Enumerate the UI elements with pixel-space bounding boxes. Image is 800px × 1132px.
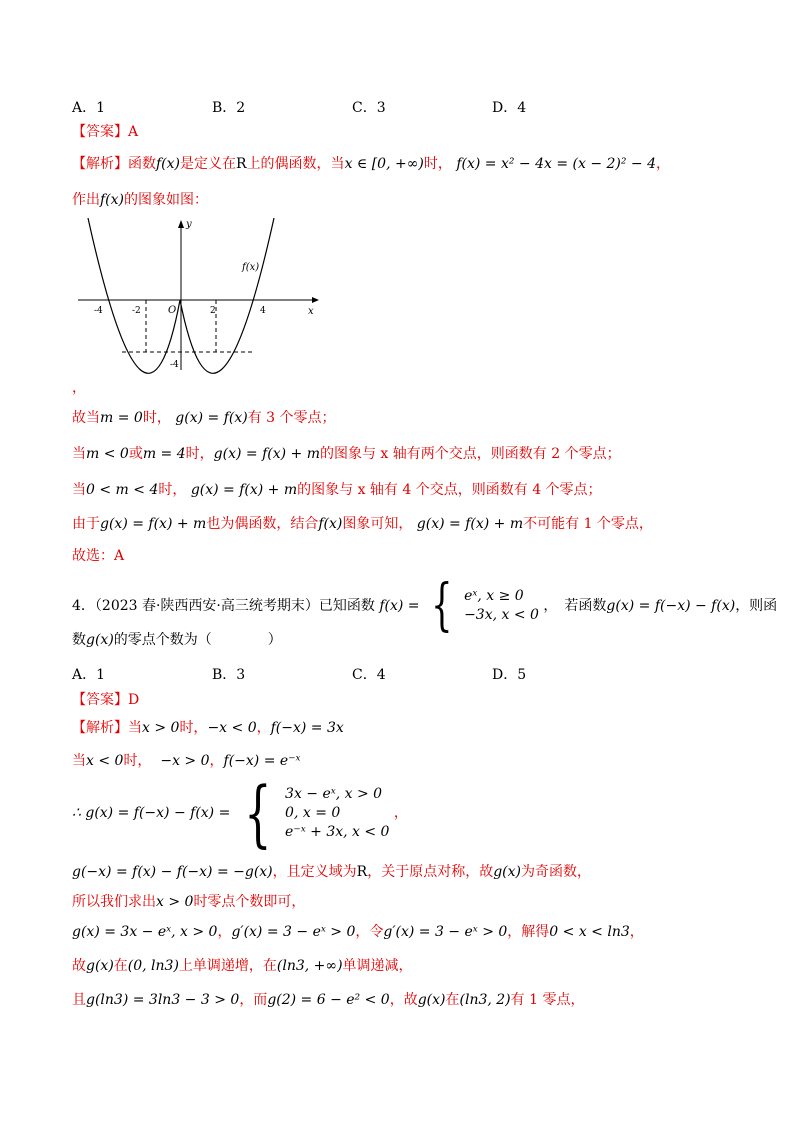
- text: 时，: [142, 410, 171, 426]
- text: 上的偶函数，当: [246, 156, 345, 172]
- text: 是定义在: [180, 156, 237, 172]
- piece: 0, x = 0: [285, 804, 341, 821]
- choose-q3: 故选：A: [72, 548, 125, 564]
- comma-line: ，: [72, 380, 86, 396]
- text: 当: [72, 753, 86, 769]
- brace: {: [243, 771, 272, 855]
- y-label: y: [186, 219, 192, 230]
- formula: g′(x) = 3 − eˣ > 0: [383, 924, 508, 940]
- option-b: B．2: [212, 100, 246, 116]
- q4-analysis-line-2: [72, 751, 301, 771]
- tick-label: -4: [170, 360, 179, 370]
- analysis-line-4: [72, 444, 621, 464]
- text: ，解得: [507, 924, 550, 940]
- formula: x > 0: [156, 894, 194, 910]
- formula: (ln3, 2): [459, 992, 511, 1008]
- text: ，: [209, 753, 224, 769]
- formula: g(−x) = f(x) − f(−x) = −g(x): [72, 864, 273, 880]
- g-definition: [72, 771, 408, 855]
- text: 图象可知，: [342, 516, 413, 532]
- formula: m = 0: [100, 410, 143, 426]
- piecewise: [285, 785, 389, 842]
- q4-analysis-monotone: [72, 956, 413, 976]
- tick-label: -2: [132, 306, 141, 316]
- formula: g(ln3) = 3ln3 − 3 > 0: [86, 992, 240, 1008]
- text: ，: [656, 156, 671, 172]
- q4-option-c: C．4: [352, 667, 386, 683]
- origin-label: O: [168, 305, 177, 316]
- option-c: C．3: [352, 100, 386, 116]
- text: 为奇函数，: [520, 864, 591, 880]
- formula: g(x) = f(−x) − f(x): [606, 598, 736, 614]
- text: 数: [72, 632, 86, 648]
- analysis-line-2: [72, 190, 208, 210]
- q4-option-a: A．1: [72, 667, 106, 683]
- brace: {: [431, 573, 453, 638]
- q4-analysis-only: [72, 892, 305, 912]
- q4-analysis-line-1: [72, 718, 344, 738]
- tick-label: 2: [210, 306, 216, 316]
- analysis-label: 【解析】: [72, 720, 128, 736]
- formula: f(x): [100, 192, 125, 208]
- x-axis-arrow: [312, 297, 319, 303]
- formula: g(x): [493, 864, 521, 880]
- text: ，: [393, 805, 408, 821]
- text: 时，: [185, 446, 214, 462]
- formula: f(−x) = 3x: [270, 720, 344, 736]
- text: 有 3 个零点；: [247, 410, 336, 426]
- analysis-label: 【解析】: [72, 156, 128, 172]
- text: ，故: [389, 992, 418, 1008]
- text: 当: [72, 446, 86, 462]
- formula: f(x) =: [379, 598, 420, 614]
- text: 的图象与 x 轴有两个交点，则函数有 2 个零点；: [319, 446, 621, 462]
- text: ， 若函数: [543, 598, 607, 614]
- text: 函数: [128, 156, 156, 172]
- analysis-line-6: [72, 514, 653, 534]
- text: 故当: [72, 410, 100, 426]
- formula: m < 0: [86, 446, 129, 462]
- text: 故: [72, 958, 86, 974]
- tick-label: -4: [94, 306, 103, 316]
- formula: x < 0: [86, 753, 124, 769]
- text: ，关于原点对称，故: [367, 864, 494, 880]
- text: 时，: [158, 482, 187, 498]
- q4-analysis-derivative: [72, 922, 644, 942]
- text: 或: [128, 446, 143, 462]
- q4-stem-line-1: [72, 573, 778, 638]
- formula: g(x): [86, 958, 114, 974]
- piece: e⁻ˣ + 3x, x < 0: [285, 823, 390, 840]
- formula: (0, ln3): [127, 958, 179, 974]
- option-a: A．1: [72, 100, 106, 116]
- formula: (ln3, +∞): [276, 958, 343, 974]
- formula: f(x) = x² − 4x = (x − 2)² − 4: [456, 156, 657, 172]
- text: 由于: [72, 516, 100, 532]
- formula: f(−x) = e⁻ˣ: [223, 753, 301, 769]
- formula: f(x): [318, 516, 343, 532]
- text: 的图象与 x 轴有 4 个交点，则函数有 4 个零点；: [297, 482, 602, 498]
- formula: −x < 0: [207, 720, 257, 736]
- formula: g′(x) = 3 − eˣ > 0: [231, 924, 356, 940]
- text: ，且定义域为: [272, 864, 357, 880]
- text: 也为偶函数，结合: [206, 516, 319, 532]
- text: 4．（2023 春·陕西西安·高三统考期末）已知函数: [72, 598, 375, 614]
- formula: f(x): [156, 156, 181, 172]
- text: 不可能有 1 个零点，: [523, 516, 653, 532]
- text: 作出: [72, 192, 100, 208]
- analysis-line-3: [72, 408, 336, 428]
- formula: g(x) = f(x) + m: [416, 516, 524, 532]
- text: ，而: [239, 992, 268, 1008]
- text: 且: [72, 992, 86, 1008]
- text: ，: [629, 924, 644, 940]
- tick-label: 4: [260, 306, 266, 316]
- text: 有 1 零点，: [510, 992, 585, 1008]
- text: 的零点个数为（ ）: [113, 632, 282, 648]
- text: 上单调递增，在: [178, 958, 277, 974]
- formula: g(x) = 3x − eˣ, x > 0: [72, 924, 218, 940]
- option-d: D．4: [492, 100, 527, 116]
- q4-analysis-last: [72, 990, 584, 1010]
- formula: g(x) = f(x) + m: [190, 482, 298, 498]
- formula: 0 < m < 4: [86, 482, 159, 498]
- formula: g(x) = f(x) + m: [100, 516, 207, 532]
- analysis-line-5: [72, 480, 602, 500]
- text: 的图象如图：: [124, 192, 209, 208]
- analysis-line-1: [72, 154, 670, 174]
- text: ，: [217, 924, 232, 940]
- formula: x > 0: [142, 720, 180, 736]
- curve-label: f(x): [242, 262, 260, 273]
- formula: 0 < x < ln3: [549, 924, 630, 940]
- formula: g(2) = 6 − e² < 0: [267, 992, 390, 1008]
- formula: ∴ g(x) = f(−x) − f(x) =: [72, 805, 231, 821]
- formula: m = 4: [142, 446, 186, 462]
- q4-option-b: B．3: [212, 667, 246, 683]
- text: 当: [72, 482, 86, 498]
- text: ，则函: [735, 598, 778, 614]
- piece: −3x, x < 0: [464, 607, 539, 623]
- text: 在: [445, 992, 460, 1008]
- q4-option-d: D．5: [492, 667, 527, 683]
- formula: R: [356, 864, 368, 880]
- text: 时，: [123, 753, 152, 769]
- text: 时，: [423, 156, 452, 172]
- formula: g(x) = f(x): [175, 410, 248, 426]
- q4-stem-line-2: [72, 630, 282, 650]
- formula: R: [236, 156, 247, 172]
- formula: x ∈ [0, +∞): [344, 156, 424, 172]
- answer-q4: 【答案】D: [72, 692, 140, 708]
- answer-q3: 【答案】A: [72, 124, 139, 140]
- piece: eˣ, x ≥ 0: [464, 588, 524, 604]
- x-label: x: [308, 306, 314, 317]
- y-axis-arrow: [178, 220, 184, 228]
- formula: g(x): [86, 632, 114, 648]
- text: 时，: [179, 720, 208, 736]
- text: 在: [113, 958, 128, 974]
- text: ，令: [355, 924, 384, 940]
- text: 当: [128, 720, 142, 736]
- text: 单调递减，: [342, 958, 413, 974]
- text: 所以我们求出: [72, 894, 156, 910]
- text: 时零点个数即可，: [193, 894, 306, 910]
- formula: g(x): [417, 992, 446, 1008]
- text: ，: [256, 720, 271, 736]
- formula: g(x) = f(x) + m: [213, 446, 320, 462]
- piece: 3x − eˣ, x > 0: [285, 785, 383, 802]
- piecewise: [464, 587, 539, 625]
- q4-analysis-odd: [72, 862, 591, 882]
- formula: −x > 0: [160, 753, 210, 769]
- function-graph: [72, 218, 322, 378]
